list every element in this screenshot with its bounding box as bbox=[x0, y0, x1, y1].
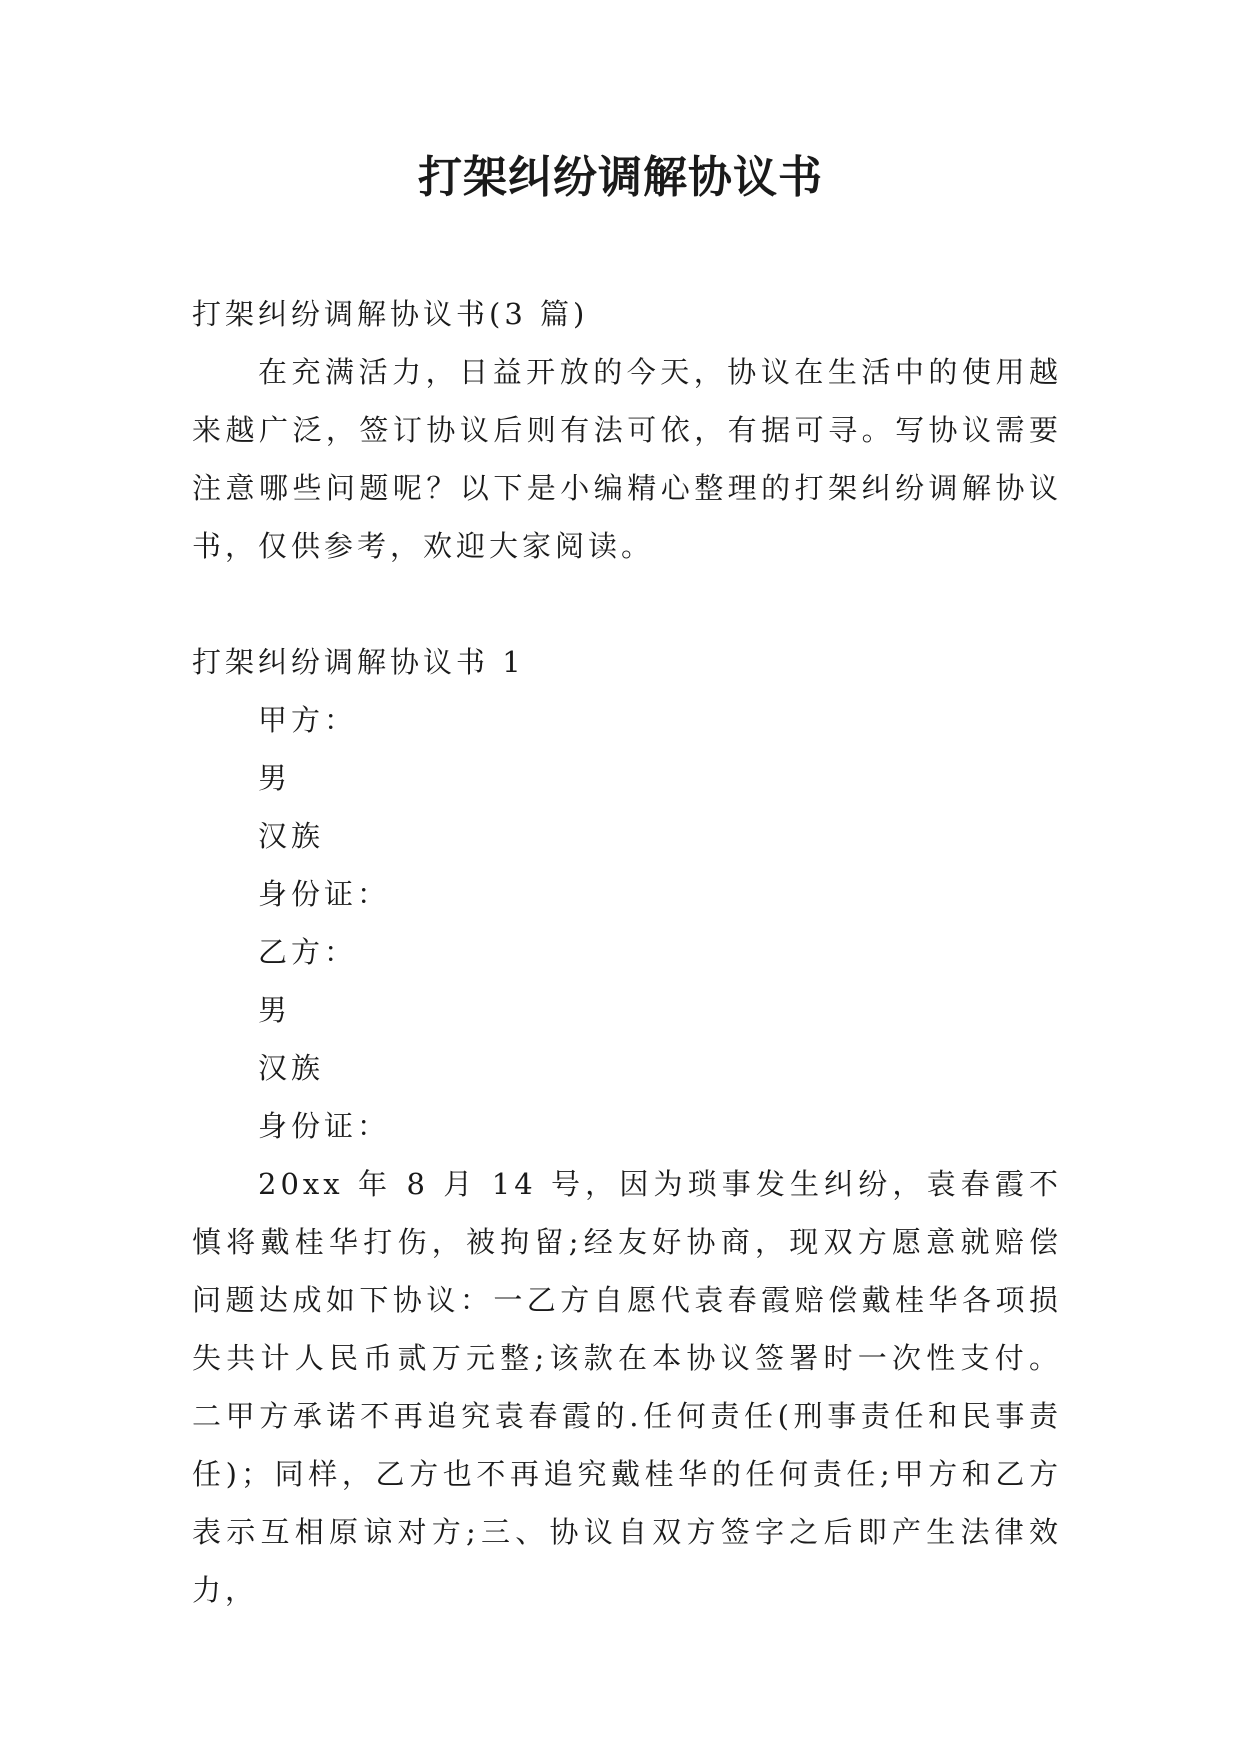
section-heading: 打架纠纷调解协议书 1 bbox=[192, 645, 525, 679]
document-subtitle: 打架纠纷调解协议书(3 篇) bbox=[192, 297, 589, 331]
party-a-gender: 男 bbox=[258, 761, 292, 795]
intro-paragraph: 在充满活力，日益开放的今天，协议在生活中的使用越来越广泛，签订协议后则有法可依，有据可寻。写协议需要注意哪些问题呢？以下是小编精心整理的打架纠纷调解协议书，仅供参考，欢迎大家阅读。 bbox=[192, 355, 1062, 563]
agreement-paragraph: 20xx 年 8 月 14 号，因为琐事发生纠纷，袁春霞不慎将戴桂华打伤，被拘留;经友好协商，现双方愿意就赔偿问题达成如下协议：一乙方自愿代袁春霞赔偿戴桂华各项损失共计人民币贰万元整;该款在本协议签署时一次性支付。二甲方承诺不再追究袁春霞的.任何责任(刑事责任和民事责任)；同样，乙方也不再追究戴桂华的任何责任;甲方和乙方表示互相原谅对方;三、协议自双方签字之后即产生法律效力， bbox=[192, 1167, 1062, 1607]
party-b-gender: 男 bbox=[258, 993, 292, 1027]
party-a-id-label: 身份证： bbox=[258, 877, 391, 911]
party-b-ethnicity: 汉族 bbox=[258, 1051, 325, 1085]
document-body bbox=[192, 285, 1062, 1619]
party-a-ethnicity: 汉族 bbox=[258, 819, 325, 853]
party-b-label: 乙方： bbox=[258, 935, 358, 969]
party-b-id-label: 身份证： bbox=[258, 1109, 391, 1143]
paragraph-gap bbox=[192, 575, 1062, 633]
document-title: 打架纠纷调解协议书 bbox=[418, 152, 823, 203]
party-a-label: 甲方： bbox=[258, 703, 358, 737]
